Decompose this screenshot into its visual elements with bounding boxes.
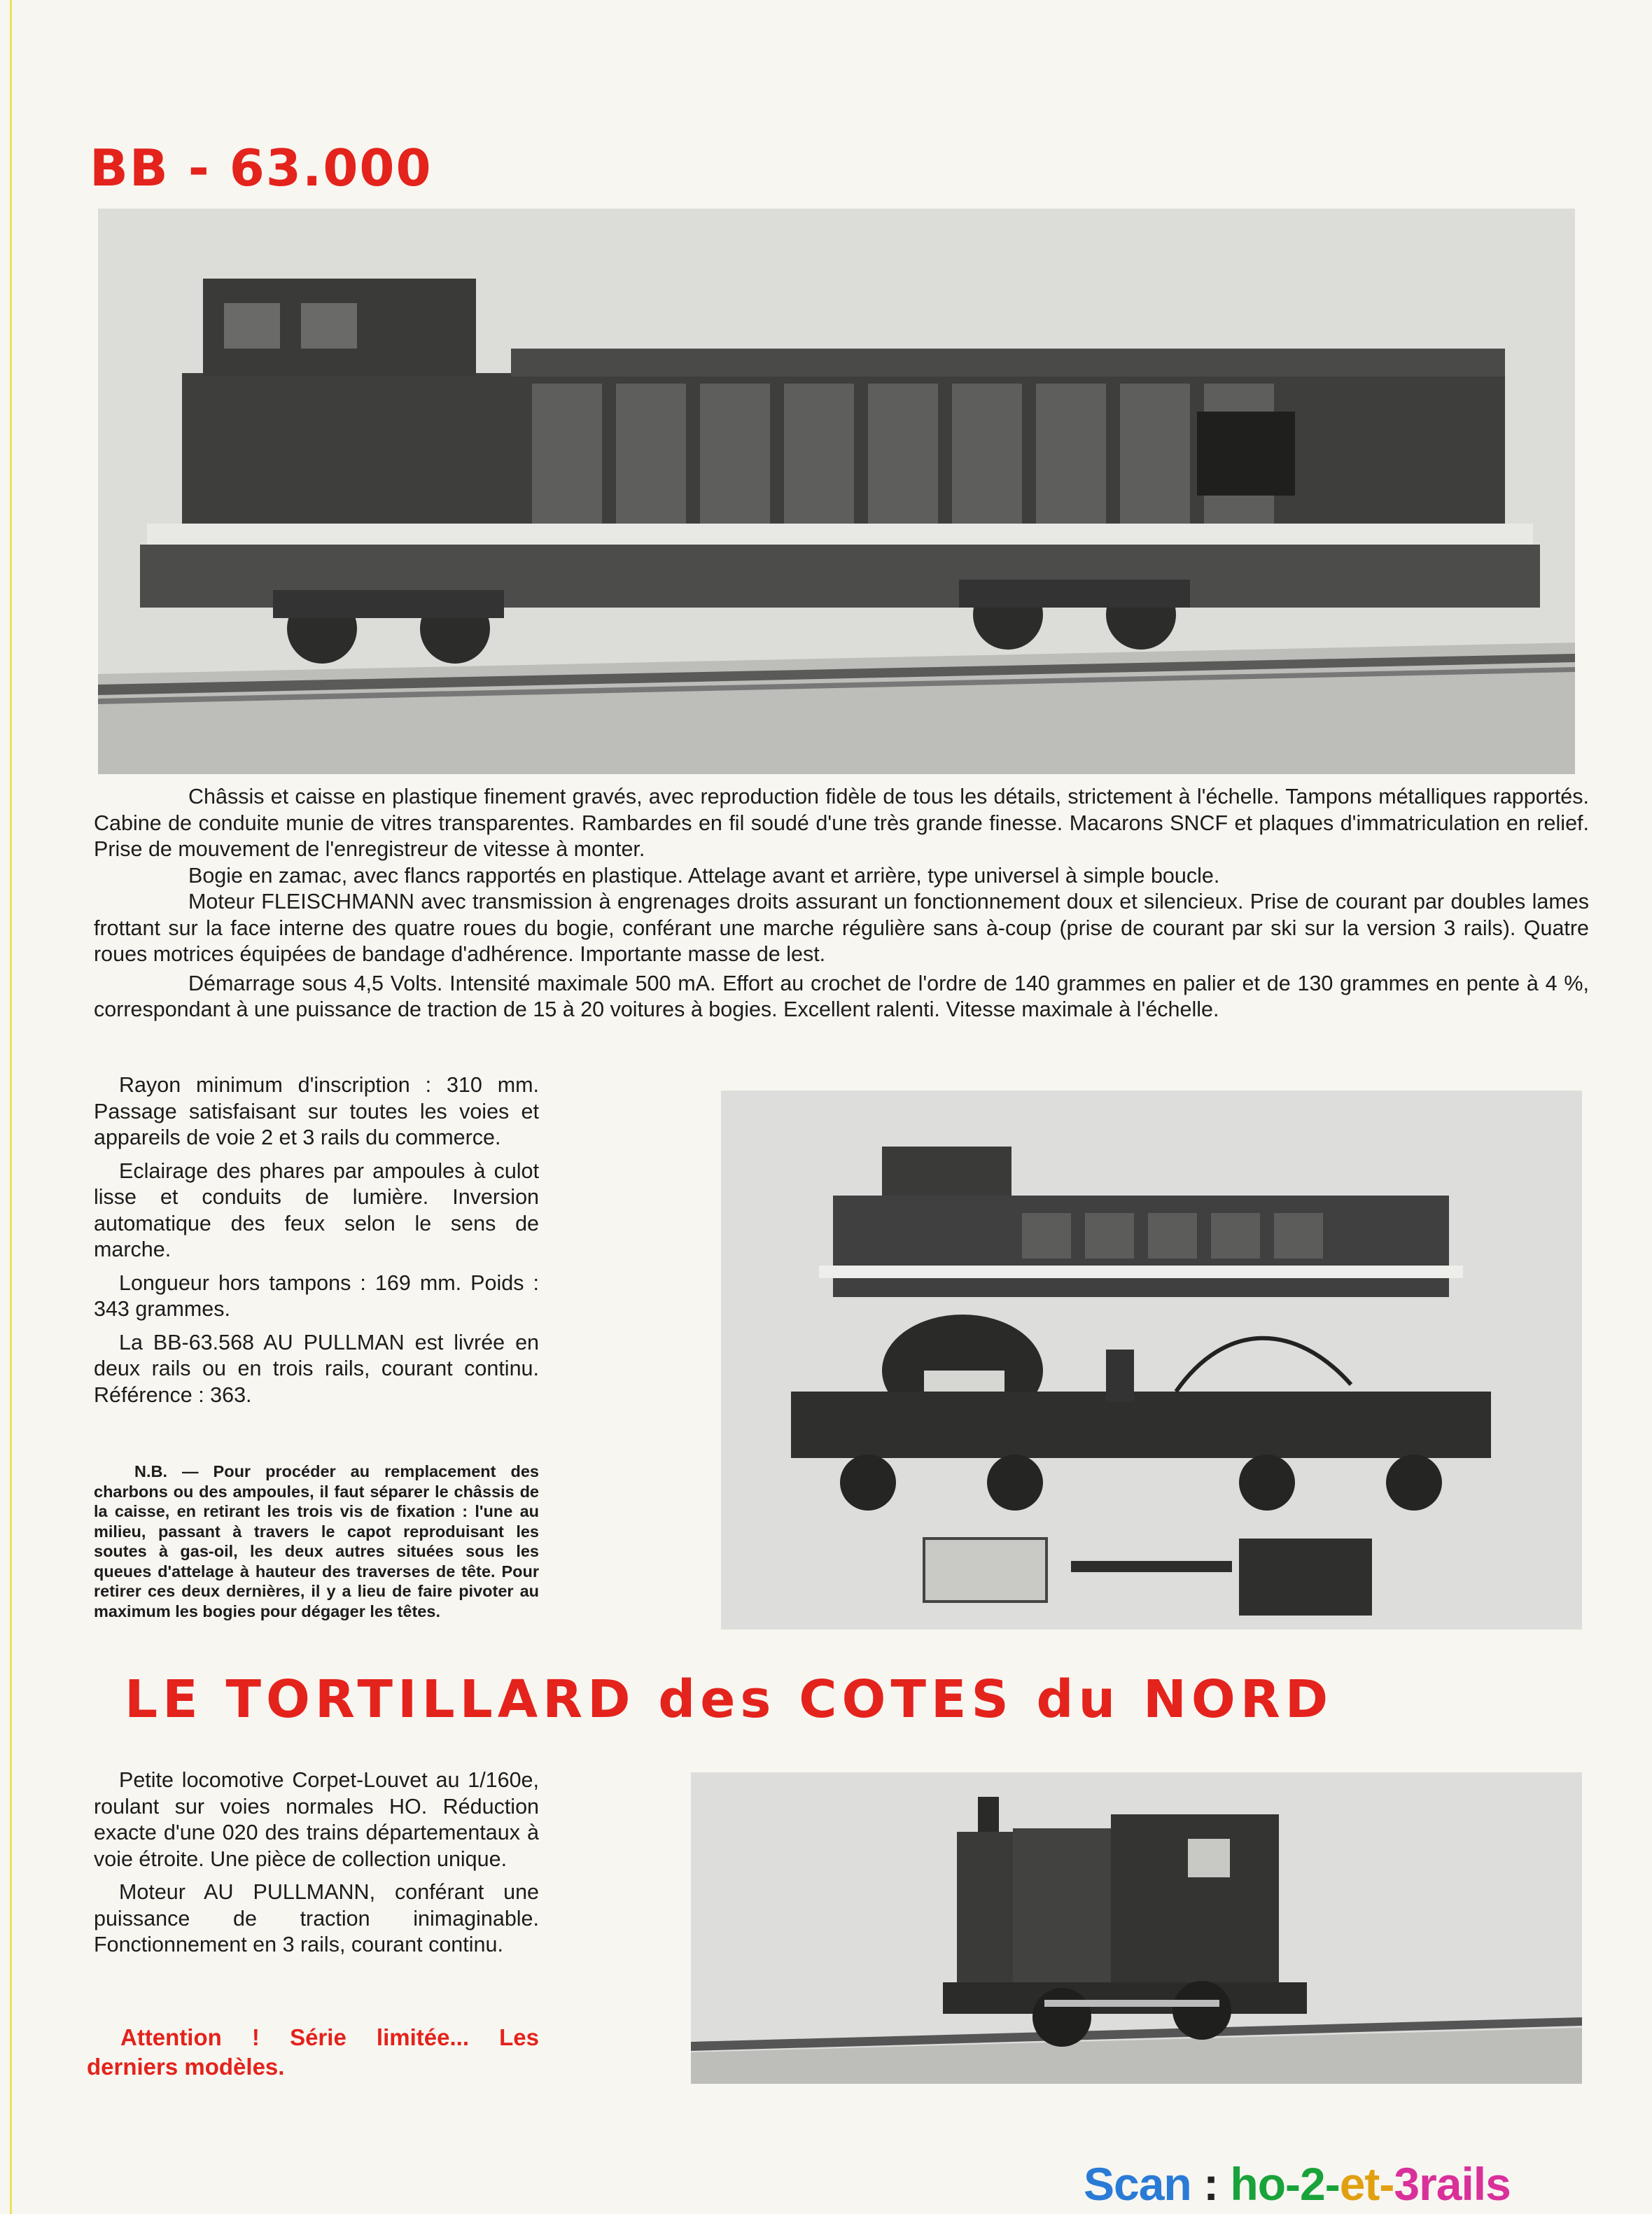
tortillard-locomotive-photo (691, 1772, 1582, 2084)
page-edge-line (10, 0, 12, 2214)
bb-spec-reference: La BB-63.568 AU PULLMAN est livrée en deux rails ou en trois rails, courant continu. Référence : 363. (94, 1330, 539, 1407)
tortillard-paragraph-1: Petite locomotive Corpet-Louvet au 1/160e, roulant sur voies normales HO. Réduction exacte d'une 020 des trains départementaux à voie étroite. Une pièce de collection unique. (94, 1768, 539, 1871)
attention-notice: Attention ! Série limitée... Les derniers modèles. (87, 2024, 539, 2080)
bb-spec-lighting: Eclairage des phares par ampoules à culot lisse et conduits de lumière. Inversion automatique des feux selon le sens de marche. (94, 1158, 539, 1261)
bb-paragraph-3: Moteur FLEISCHMANN avec transmission à engrenages droits assurant un fonctionnement doux et silencieux. Prise de courant par doubles lames frottant sur la face interne des quatre roues du bogie, conférant une marche régulière sans à-coup (prise de courant par ski sur la version 3 rails). Quatre roues motrices équipées de bandage d'adhérence. Importante masse de lest. (94, 890, 1589, 966)
bb-spec-radius: Rayon minimum d'inscription : 310 mm. Passage satisfaisant sur toutes les voies et appareils de voie 2 et 3 rails du commerce. (94, 1073, 539, 1149)
bb-paragraph-2: Bogie en zamac, avec flancs rapportés en plastique. Attelage avant et arrière, type universel à simple boucle. (188, 863, 1220, 888)
bb-locomotive-photo (98, 209, 1575, 774)
tortillard-description (94, 1767, 539, 1966)
tortillard-paragraph-2: Moteur AU PULLMANN, conférant une puissance de traction inimaginable. Fonctionnement en 3 rails, courant continu. (94, 1880, 539, 1956)
scan-credit-part: Scan (1084, 2158, 1191, 2210)
scan-credit-watermark (1084, 2157, 1511, 2211)
bb-paragraph-4: Démarrage sous 4,5 Volts. Intensité maximale 500 mA. Effort au crochet de l'ordre de 140 grammes en palier et de 130 grammes en pente à 4 %, correspondant à une puissance de traction de 15 à 20 voitures à bogies. Excellent ralenti. Vitesse maximale à l'échelle. (94, 971, 1589, 1021)
bb-spec-dimensions: Longueur hors tampons : 169 mm. Poids : 343 grammes. (94, 1270, 539, 1321)
scan-credit-part: 3rails (1394, 2158, 1511, 2210)
bb-63000-title: BB - 63.000 (90, 139, 433, 197)
scan-credit-part: et- (1339, 2158, 1394, 2210)
bb-description (94, 784, 1589, 1023)
tortillard-title: LE TORTILLARD des COTES du NORD (125, 1669, 1334, 1730)
bb-specs-column (94, 1072, 539, 1415)
bb-paragraph-1: Châssis et caisse en plastique finement gravés, avec reproduction fidèle de tous les détails, strictement à l'échelle. Tampons métalliques rapportés. Cabine de conduite munie de vitres transparentes. Rambardes en fil soudé d'une très grande finesse. Macarons SNCF et plaques d'immatriculation en relief. Prise de mouvement de l'enregistreur de vitesse à monter. (94, 785, 1589, 861)
disassembled-locomotive-photo (721, 1091, 1582, 1630)
scan-credit-part: : (1191, 2158, 1231, 2210)
nb-note: N.B. — Pour procéder au remplacement des charbons ou des ampoules, il faut séparer le châssis de la caisse, en retirant les trois vis de fixation : l'une au milieu, passant à travers le capot reproduisant les soutes à gas-oil, les deux autres situées sous les queues d'attelage à hauteur des traverses de tête. Pour retirer ces deux dernières, il y a lieu de faire pivoter au maximum les bogies pour dégager les têtes. (94, 1462, 539, 1620)
scan-credit-part: ho-2- (1230, 2158, 1340, 2210)
